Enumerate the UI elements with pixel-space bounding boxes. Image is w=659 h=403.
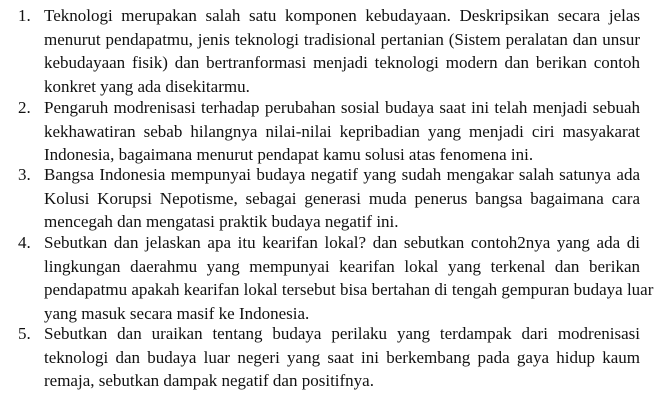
question-line: Kolusi Korupsi Nepotisme, sebagai generasi muda penerus bangsa bagaimana cara [44, 188, 640, 208]
question-item-1 [18, 4, 640, 98]
question-line: kebudayaan fisik) dan bertranformasi menjadi teknologi modern dan berikan contoh [44, 53, 640, 72]
question-text [44, 231, 654, 325]
question-line: kekhawatiran sebab hilangnya nilai-nilai kepribadian yang menjadi ciri masyakarat [44, 121, 640, 141]
question-item-4 [18, 231, 654, 325]
question-item-2 [18, 96, 640, 167]
question-line: mencegah dan mengatasi praktik budaya negatif ini. [44, 212, 399, 231]
question-line: yang masuk secara masif ke Indonesia. [44, 303, 310, 323]
question-number: 5. [18, 324, 31, 343]
question-line: Sebutkan dan uraikan tentang budaya perilaku yang terdampak dari modrenisasi [44, 324, 640, 343]
question-text [44, 322, 640, 393]
question-item-3 [18, 163, 640, 234]
question-line: remaja, sebutkan dampak negatif dan positifnya. [44, 371, 374, 390]
question-line: konkret yang ada disekitarmu. [44, 76, 250, 96]
question-text [44, 4, 640, 98]
question-line: Sebutkan dan jelaskan apa itu kearifan lokal? dan sebutkan contoh2nya yang ada di [44, 233, 640, 252]
question-line: menurut pendapatmu, jenis teknologi tradisional pertanian (Sistem peralatan dan unsur [44, 29, 640, 49]
question-text [44, 96, 640, 167]
question-line: Bangsa Indonesia mempunyai budaya negatif yang sudah mengakar salah satunya ada [44, 165, 640, 184]
question-item-5 [18, 322, 640, 393]
question-line: Teknologi merupakan salah satu komponen kebudayaan. Deskripsikan secara jelas [44, 6, 640, 25]
question-line: pendapatmu apakah kearifan lokal tersebut bisa bertahan di tengah gempuran budaya luar [44, 280, 654, 299]
question-number: 1. [18, 6, 31, 25]
question-line: Pengaruh modrenisasi terhadap perubahan sosial budaya saat ini telah menjadi sebuah [44, 98, 640, 117]
question-number: 3. [18, 165, 31, 184]
question-line: Indonesia, bagaimana menurut pendapat kamu solusi atas fenomena ini. [44, 145, 534, 164]
question-text [44, 163, 640, 234]
question-number: 4. [18, 233, 31, 252]
question-line: teknologi dan budaya luar negeri yang saat ini berkembang pada gaya hidup kaum [44, 347, 640, 367]
question-line: lingkungan daerahmu yang mempunyai kearifan lokal yang terkenal dan berikan [44, 256, 640, 276]
question-number: 2. [18, 98, 31, 117]
